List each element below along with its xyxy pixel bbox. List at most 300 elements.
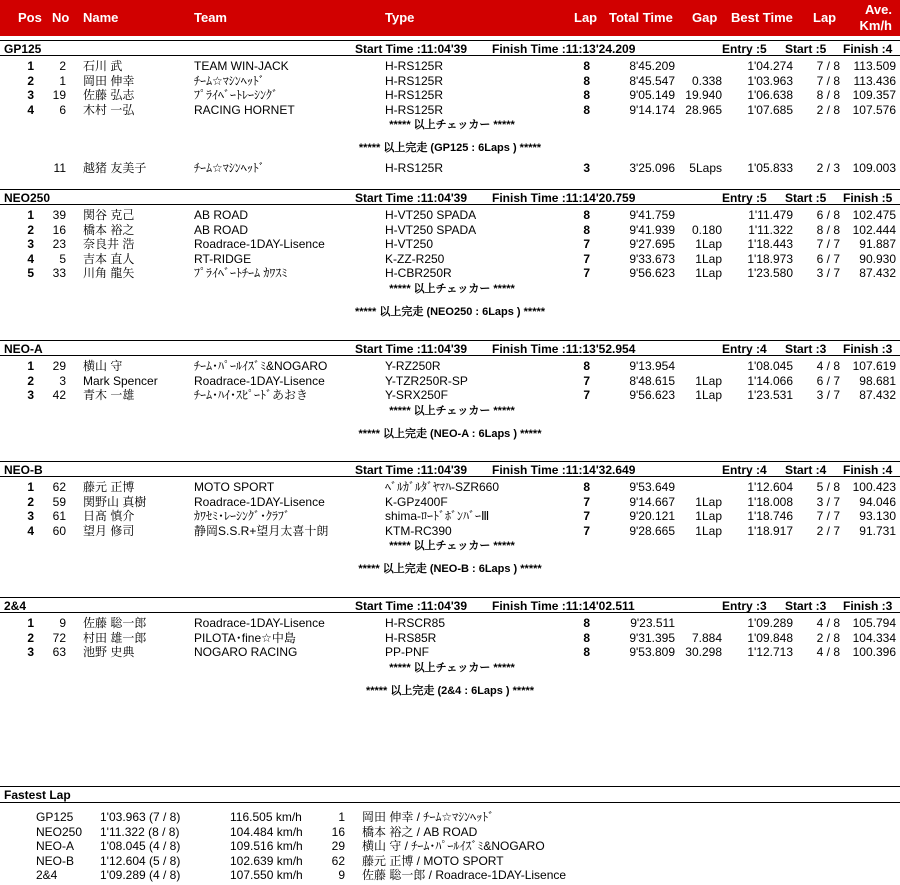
result-team: Roadrace-1DAY-Lisence bbox=[194, 494, 325, 509]
header-best-lap: Lap bbox=[813, 10, 837, 25]
result-machine-type: H-VT250 SPADA bbox=[385, 208, 477, 222]
result-total-time: 9'53.649 bbox=[629, 480, 675, 494]
result-best-lap: 3 / 7 bbox=[816, 494, 840, 509]
result-average-speed: 109.003 bbox=[852, 161, 896, 176]
result-best-time: 1'11.479 bbox=[748, 208, 793, 222]
result-machine-type: H-VT250 bbox=[385, 237, 434, 252]
result-gap: 0.180 bbox=[691, 222, 722, 237]
class-finish-time: Finish Time :11:14'20.759 bbox=[492, 191, 636, 205]
fastest-lap-row bbox=[0, 810, 900, 824]
class-header bbox=[0, 597, 900, 613]
header-name: Name bbox=[83, 10, 119, 25]
class-entry-count: Entry :4 bbox=[722, 342, 767, 356]
result-average-speed: 102.475 bbox=[852, 208, 896, 222]
result-rider-name: 藤元 正博 bbox=[83, 480, 135, 494]
result-best-time: 1'07.685 bbox=[747, 102, 793, 117]
result-average-speed: 94.046 bbox=[859, 494, 896, 509]
result-best-lap: 7 / 7 bbox=[816, 237, 840, 252]
result-total-time: 9'56.623 bbox=[629, 388, 675, 403]
result-total-time: 9'14.174 bbox=[629, 102, 675, 117]
fastest-speed: 104.484 km/h bbox=[230, 824, 303, 839]
result-team: AB ROAD bbox=[194, 208, 249, 222]
result-laps: 7 bbox=[583, 266, 590, 281]
result-rider-name: 佐藤 弘志 bbox=[83, 88, 135, 103]
complete-line: ***** 以上完走 (NEO-A : 6Laps ) ***** bbox=[358, 427, 542, 440]
result-best-time: 1'04.274 bbox=[747, 59, 793, 73]
result-team: ｶﾜｾﾐ･ﾚｰｼﾝｸﾞ･ｸﾗﾌﾞ bbox=[194, 509, 291, 524]
fastest-time: 1'09.289 (4 / 8) bbox=[100, 868, 181, 883]
class-start-time: Start Time :11:04'39 bbox=[355, 342, 468, 356]
result-rider-name: 望月 修司 bbox=[83, 523, 135, 538]
result-best-lap: 7 / 7 bbox=[816, 509, 840, 524]
result-number: 23 bbox=[52, 237, 66, 252]
result-row bbox=[0, 374, 900, 388]
result-machine-type: H-VT250 SPADA bbox=[385, 222, 477, 237]
class-start-time: Start Time :11:04'39 bbox=[355, 599, 468, 613]
fastest-speed: 109.516 km/h bbox=[230, 839, 303, 854]
result-best-time: 1'09.848 bbox=[747, 630, 793, 645]
result-laps: 8 bbox=[583, 616, 590, 630]
checker-line: ***** 以上チェッカー ***** bbox=[389, 283, 515, 295]
result-total-time: 9'23.511 bbox=[630, 616, 675, 630]
result-best-time: 1'12.604 bbox=[747, 480, 793, 494]
result-machine-type: Y-SRX250F bbox=[385, 388, 448, 403]
result-number: 42 bbox=[52, 388, 66, 403]
class-entry-count: Entry :5 bbox=[722, 42, 767, 56]
result-rider-name: 岡田 伸幸 bbox=[83, 73, 135, 88]
class-name: NEO-A bbox=[4, 342, 43, 356]
result-gap: 7.884 bbox=[691, 630, 722, 645]
class-finish-time: Finish Time :11:14'32.649 bbox=[492, 463, 636, 477]
fastest-number: 16 bbox=[331, 824, 345, 839]
result-gap: 0.338 bbox=[691, 73, 722, 88]
fastest-class: GP125 bbox=[36, 810, 74, 824]
result-average-speed: 102.444 bbox=[852, 222, 896, 237]
result-total-time: 9'33.673 bbox=[629, 251, 675, 266]
result-gap: 1Lap bbox=[695, 237, 722, 252]
result-laps: 8 bbox=[583, 73, 590, 88]
results-header bbox=[0, 0, 900, 36]
result-team: 静岡S.S.R+望月太喜十朗 bbox=[194, 523, 329, 538]
fastest-speed: 102.639 km/h bbox=[230, 853, 303, 868]
result-position: 3 bbox=[27, 237, 34, 252]
result-position: 4 bbox=[27, 251, 34, 266]
header-gap: Gap bbox=[692, 10, 718, 25]
result-best-lap: 7 / 8 bbox=[816, 59, 840, 73]
result-row bbox=[0, 645, 900, 659]
result-number: 19 bbox=[52, 88, 66, 103]
result-average-speed: 90.930 bbox=[859, 251, 896, 266]
result-gap: 1Lap bbox=[695, 266, 722, 281]
result-best-lap: 6 / 7 bbox=[816, 373, 840, 388]
result-row bbox=[0, 524, 900, 538]
result-gap: 5Laps bbox=[689, 161, 722, 176]
class-entry-count: Entry :5 bbox=[722, 191, 767, 205]
class-name: NEO-B bbox=[4, 463, 43, 477]
fastest-time: 1'12.604 (5 / 8) bbox=[100, 853, 181, 868]
result-best-lap: 2 / 3 bbox=[816, 161, 840, 176]
header-best-time: Best Time bbox=[731, 10, 793, 25]
class-finish-time: Finish Time :11:13'52.954 bbox=[492, 342, 636, 356]
result-position: 3 bbox=[27, 388, 34, 403]
class-finish-count: Finish :3 bbox=[843, 599, 893, 613]
class-finish-count: Finish :4 bbox=[843, 463, 893, 477]
result-best-time: 1'18.443 bbox=[747, 237, 793, 252]
result-average-speed: 98.681 bbox=[859, 373, 896, 388]
result-number: 72 bbox=[52, 630, 66, 645]
result-number: 39 bbox=[52, 208, 66, 222]
result-best-lap: 2 / 8 bbox=[816, 630, 840, 645]
result-total-time: 9'56.623 bbox=[629, 266, 675, 281]
result-machine-type: shima-ﾛｰﾄﾞﾎﾞﾝﾊﾞｰⅢ bbox=[385, 509, 490, 524]
fastest-speed: 116.505 km/h bbox=[230, 810, 302, 824]
header-no: No bbox=[52, 10, 70, 25]
fastest-rider: 横山 守 / ﾁｰﾑ･ﾊﾟｰﾙｲｽﾞﾐ&NOGARO bbox=[362, 839, 545, 854]
result-team: PILOTA･fine☆中島 bbox=[194, 630, 296, 645]
result-best-time: 1'18.008 bbox=[747, 494, 793, 509]
class-start-time: Start Time :11:04'39 bbox=[355, 463, 468, 477]
result-laps: 8 bbox=[583, 208, 590, 222]
result-rider-name: 池野 史典 bbox=[83, 645, 135, 660]
result-gap: 1Lap bbox=[695, 373, 722, 388]
result-rider-name: 吉本 直人 bbox=[83, 251, 135, 266]
result-best-time: 1'14.066 bbox=[747, 373, 793, 388]
result-average-speed: 105.794 bbox=[852, 616, 896, 630]
result-machine-type: KTM-RC390 bbox=[385, 523, 452, 538]
fastest-number: 29 bbox=[331, 839, 345, 854]
result-team: RACING HORNET bbox=[194, 102, 295, 117]
header-ave bbox=[860, 2, 893, 34]
result-number: 62 bbox=[52, 480, 66, 494]
result-total-time: 9'41.759 bbox=[629, 208, 675, 222]
result-best-time: 1'12.713 bbox=[747, 645, 793, 660]
result-total-time: 9'28.665 bbox=[629, 523, 675, 538]
result-laps: 8 bbox=[583, 630, 590, 645]
checker-line: ***** 以上チェッカー ***** bbox=[389, 661, 515, 674]
result-gap: 1Lap bbox=[695, 388, 722, 403]
class-start-count: Start :5 bbox=[785, 42, 827, 56]
result-gap: 30.298 bbox=[685, 645, 722, 660]
header-total-time: Total Time bbox=[609, 10, 673, 25]
fastest-time: 1'03.963 (7 / 8) bbox=[100, 810, 181, 824]
result-number: 29 bbox=[52, 359, 66, 373]
fastest-rider: 佐藤 聡一郎 / Roadrace-1DAY-Lisence bbox=[362, 868, 567, 883]
fastest-number: 9 bbox=[338, 868, 345, 883]
class-finish-count: Finish :5 bbox=[843, 191, 893, 205]
header-lap: Lap bbox=[574, 10, 598, 25]
result-position: 1 bbox=[27, 59, 34, 73]
result-laps: 8 bbox=[583, 645, 590, 660]
result-average-speed: 104.334 bbox=[852, 630, 896, 645]
result-average-speed: 87.432 bbox=[859, 266, 896, 281]
result-best-lap: 3 / 7 bbox=[816, 388, 840, 403]
class-header bbox=[0, 189, 900, 205]
result-team: Roadrace-1DAY-Lisence bbox=[194, 616, 325, 630]
result-best-time: 1'06.638 bbox=[747, 88, 793, 103]
result-row bbox=[0, 266, 900, 280]
fastest-number: 62 bbox=[331, 853, 345, 868]
result-gap: 1Lap bbox=[695, 523, 722, 538]
result-rider-name: 青木 一雄 bbox=[83, 388, 135, 403]
result-position: 2 bbox=[27, 222, 34, 237]
result-position: 2 bbox=[27, 73, 34, 88]
fastest-lap-row bbox=[0, 825, 900, 839]
result-laps: 7 bbox=[583, 388, 590, 403]
complete-line: ***** 以上完走 (GP125 : 6Laps ) ***** bbox=[358, 142, 542, 155]
result-average-speed: 113.509 bbox=[853, 59, 896, 73]
result-rider-name: 木村 一弘 bbox=[83, 102, 135, 117]
result-rider-name: 日髙 慎介 bbox=[83, 509, 135, 524]
class-start-count: Start :4 bbox=[785, 463, 827, 477]
result-average-speed: 87.432 bbox=[859, 388, 896, 403]
result-team: MOTO SPORT bbox=[194, 480, 275, 494]
result-position: 2 bbox=[27, 494, 34, 509]
result-rider-name: 奈良井 浩 bbox=[83, 237, 135, 252]
header-ave-unit: Km/h bbox=[859, 18, 892, 33]
fastest-class: 2&4 bbox=[36, 868, 58, 883]
result-total-time: 8'48.615 bbox=[629, 373, 675, 388]
result-number: 1 bbox=[59, 73, 66, 88]
result-gap: 1Lap bbox=[695, 251, 722, 266]
result-total-time: 8'45.547 bbox=[629, 73, 675, 88]
result-total-time: 9'14.667 bbox=[629, 494, 675, 509]
result-row bbox=[0, 59, 900, 73]
result-best-lap: 8 / 8 bbox=[816, 222, 840, 237]
result-best-lap: 7 / 8 bbox=[816, 73, 840, 88]
result-best-lap: 8 / 8 bbox=[816, 88, 840, 103]
checker-line: ***** 以上チェッカー ***** bbox=[389, 540, 515, 553]
result-laps: 8 bbox=[583, 88, 590, 103]
result-rider-name: Mark Spencer bbox=[83, 373, 158, 388]
result-best-time: 1'03.963 bbox=[747, 73, 793, 88]
result-best-lap: 6 / 7 bbox=[816, 251, 840, 266]
result-number: 60 bbox=[52, 523, 66, 538]
fastest-class: NEO-B bbox=[36, 853, 75, 868]
result-laps: 8 bbox=[583, 480, 590, 494]
fastest-lap-row bbox=[0, 868, 900, 882]
result-number: 59 bbox=[52, 494, 66, 509]
result-team: AB ROAD bbox=[194, 222, 249, 237]
class-name: NEO250 bbox=[4, 191, 51, 205]
class-entry-count: Entry :3 bbox=[722, 599, 767, 613]
result-rider-name: 関野山 真樹 bbox=[83, 494, 147, 509]
result-rider-name: 川角 龍矢 bbox=[83, 266, 135, 281]
result-team: Roadrace-1DAY-Lisence bbox=[194, 373, 325, 388]
fastest-lap-title: Fastest Lap bbox=[4, 788, 71, 802]
result-best-time: 1'18.917 bbox=[747, 523, 793, 538]
result-team: Roadrace-1DAY-Lisence bbox=[194, 237, 325, 252]
result-best-lap: 4 / 8 bbox=[816, 645, 840, 660]
result-rider-name: 橋本 裕之 bbox=[83, 222, 135, 237]
result-total-time: 9'31.395 bbox=[629, 630, 675, 645]
class-start-count: Start :5 bbox=[785, 191, 827, 205]
checker-line: ***** 以上チェッカー ***** bbox=[389, 404, 515, 417]
result-machine-type: H-RS85R bbox=[385, 630, 437, 645]
header-pos: Pos bbox=[18, 10, 42, 25]
class-header bbox=[0, 461, 900, 477]
result-laps: 7 bbox=[583, 373, 590, 388]
result-laps: 7 bbox=[583, 251, 590, 266]
class-finish-count: Finish :4 bbox=[843, 42, 893, 56]
complete-line: ***** 以上完走 (NEO250 : 6Laps ) ***** bbox=[354, 306, 546, 318]
result-number: 3 bbox=[59, 373, 66, 388]
fastest-rider: 藤元 正博 / MOTO SPORT bbox=[362, 853, 504, 868]
result-row bbox=[0, 359, 900, 373]
result-position: 4 bbox=[27, 523, 34, 538]
class-header bbox=[0, 340, 900, 356]
result-laps: 7 bbox=[583, 494, 590, 509]
result-average-speed: 109.357 bbox=[852, 88, 896, 103]
result-position: 1 bbox=[27, 616, 34, 630]
fastest-time: 1'11.322 (8 / 8) bbox=[100, 824, 180, 839]
header-type: Type bbox=[385, 10, 415, 25]
result-total-time: 3'25.096 bbox=[629, 161, 675, 176]
result-average-speed: 100.396 bbox=[852, 645, 896, 660]
result-laps: 8 bbox=[583, 59, 590, 73]
result-row bbox=[0, 252, 900, 266]
result-position: 1 bbox=[27, 359, 34, 373]
result-average-speed: 100.423 bbox=[852, 480, 896, 494]
result-position: 3 bbox=[27, 645, 34, 660]
result-best-lap: 4 / 8 bbox=[816, 359, 840, 373]
result-row bbox=[0, 237, 900, 251]
class-start-count: Start :3 bbox=[785, 599, 827, 613]
result-machine-type: PP-PNF bbox=[385, 645, 430, 660]
fastest-class: NEO250 bbox=[36, 824, 83, 839]
result-laps: 7 bbox=[583, 237, 590, 252]
result-total-time: 9'53.809 bbox=[629, 645, 675, 660]
result-team: NOGARO RACING bbox=[194, 645, 298, 660]
class-entry-count: Entry :4 bbox=[722, 463, 767, 477]
result-team: TEAM WIN-JACK bbox=[194, 59, 289, 73]
result-best-time: 1'09.289 bbox=[747, 616, 793, 630]
result-best-time: 1'23.580 bbox=[747, 266, 793, 281]
result-number: 9 bbox=[59, 616, 66, 630]
result-best-lap: 2 / 8 bbox=[816, 102, 840, 117]
result-average-speed: 91.731 bbox=[859, 523, 896, 538]
result-total-time: 9'05.149 bbox=[629, 88, 675, 103]
result-team: ﾁｰﾑ･ﾊﾟｰﾙｲｽﾞﾐ&NOGARO bbox=[194, 359, 328, 373]
class-start-count: Start :3 bbox=[785, 342, 827, 356]
result-average-speed: 107.619 bbox=[852, 359, 896, 373]
result-number: 16 bbox=[52, 222, 66, 237]
result-machine-type: Y-TZR250R-SP bbox=[385, 373, 468, 388]
fastest-time: 1'08.045 (4 / 8) bbox=[100, 839, 181, 854]
result-row bbox=[0, 88, 900, 102]
result-row bbox=[0, 631, 900, 645]
result-row bbox=[0, 495, 900, 509]
class-finish-time: Finish Time :11:14'02.511 bbox=[492, 599, 635, 613]
result-best-lap: 2 / 7 bbox=[816, 523, 840, 538]
result-laps: 7 bbox=[583, 523, 590, 538]
result-machine-type: ﾍﾞﾙｶﾞﾙﾀﾞﾔﾏﾊ-SZR660 bbox=[385, 480, 500, 494]
result-rider-name: 石川 武 bbox=[83, 59, 123, 73]
result-best-time: 1'18.973 bbox=[747, 251, 793, 266]
result-row bbox=[0, 616, 900, 630]
result-gap: 28.965 bbox=[685, 102, 722, 117]
result-position: 3 bbox=[27, 88, 34, 103]
result-machine-type: K-ZZ-R250 bbox=[385, 251, 445, 266]
result-best-time: 1'05.833 bbox=[747, 161, 793, 176]
fastest-lap-header bbox=[0, 786, 900, 803]
result-rider-name: 横山 守 bbox=[83, 359, 123, 373]
result-rider-name: 越猪 友美子 bbox=[83, 161, 147, 176]
result-position: 3 bbox=[27, 509, 34, 524]
result-best-time: 1'11.322 bbox=[748, 222, 793, 237]
result-average-speed: 93.130 bbox=[859, 509, 896, 524]
result-machine-type: H-RS125R bbox=[385, 161, 444, 176]
class-header bbox=[0, 40, 900, 56]
fastest-lap-row bbox=[0, 839, 900, 853]
fastest-rider: 岡田 伸幸 / ﾁｰﾑ☆ﾏｼﾝﾍｯﾄﾞ bbox=[362, 810, 495, 824]
result-number: 5 bbox=[59, 251, 66, 266]
checker-line: ***** 以上チェッカー ***** bbox=[389, 119, 515, 132]
result-total-time: 9'13.954 bbox=[629, 359, 675, 373]
result-team: ﾌﾟﾗｲﾍﾞｰﾄﾁｰﾑ ｶﾜｽﾐ bbox=[194, 266, 288, 281]
result-best-time: 1'08.045 bbox=[747, 359, 793, 373]
fastest-rider: 橋本 裕之 / AB ROAD bbox=[362, 824, 478, 839]
result-total-time: 8'45.209 bbox=[629, 59, 675, 73]
result-machine-type: Y-RZ250R bbox=[385, 359, 441, 373]
result-row bbox=[0, 480, 900, 494]
result-best-lap: 3 / 7 bbox=[816, 266, 840, 281]
result-rider-name: 関谷 克己 bbox=[83, 208, 135, 222]
fastest-number: 1 bbox=[338, 810, 345, 824]
result-number: 2 bbox=[59, 59, 66, 73]
result-average-speed: 107.576 bbox=[852, 102, 896, 117]
result-number: 11 bbox=[53, 161, 66, 176]
class-finish-count: Finish :3 bbox=[843, 342, 893, 356]
result-rider-name: 佐藤 聡一郎 bbox=[83, 616, 147, 630]
result-row bbox=[0, 103, 900, 117]
result-total-time: 9'41.939 bbox=[629, 222, 675, 237]
result-laps: 8 bbox=[583, 102, 590, 117]
result-best-lap: 6 / 8 bbox=[816, 208, 840, 222]
class-start-time: Start Time :11:04'39 bbox=[355, 191, 468, 205]
result-rider-name: 村田 雄一郎 bbox=[83, 630, 147, 645]
header-team: Team bbox=[194, 10, 227, 25]
result-machine-type: K-GPz400F bbox=[385, 494, 448, 509]
class-name: GP125 bbox=[4, 42, 42, 56]
fastest-lap-row bbox=[0, 854, 900, 868]
result-best-lap: 5 / 8 bbox=[816, 480, 840, 494]
result-position: 1 bbox=[27, 480, 34, 494]
result-best-time: 1'18.746 bbox=[747, 509, 793, 524]
result-machine-type: H-CBR250R bbox=[385, 266, 452, 281]
result-team: ﾌﾟﾗｲﾍﾞｰﾄﾚｰｼﾝｸﾞ bbox=[194, 88, 279, 103]
result-position: 2 bbox=[27, 373, 34, 388]
result-laps: 8 bbox=[583, 359, 590, 373]
result-gap: 19.940 bbox=[685, 88, 722, 103]
result-team: ﾁｰﾑ･ﾊｲ･ｽﾋﾟｰﾄﾞあおき bbox=[194, 388, 309, 403]
result-total-time: 9'20.121 bbox=[629, 509, 675, 524]
fastest-speed: 107.550 km/h bbox=[230, 868, 303, 883]
result-number: 61 bbox=[52, 509, 66, 524]
result-gap: 1Lap bbox=[695, 494, 722, 509]
class-name: 2&4 bbox=[4, 599, 27, 613]
result-row bbox=[0, 161, 900, 175]
result-position: 4 bbox=[27, 102, 34, 117]
result-row bbox=[0, 223, 900, 237]
result-number: 33 bbox=[52, 266, 66, 281]
result-number: 6 bbox=[59, 102, 66, 117]
result-total-time: 9'27.695 bbox=[629, 237, 675, 252]
result-team: ﾁｰﾑ☆ﾏｼﾝﾍｯﾄﾞ bbox=[194, 161, 265, 176]
fastest-class: NEO-A bbox=[36, 839, 75, 854]
class-finish-time: Finish Time :11:13'24.209 bbox=[492, 42, 636, 56]
result-machine-type: H-RSCR85 bbox=[385, 616, 446, 630]
result-row bbox=[0, 509, 900, 523]
